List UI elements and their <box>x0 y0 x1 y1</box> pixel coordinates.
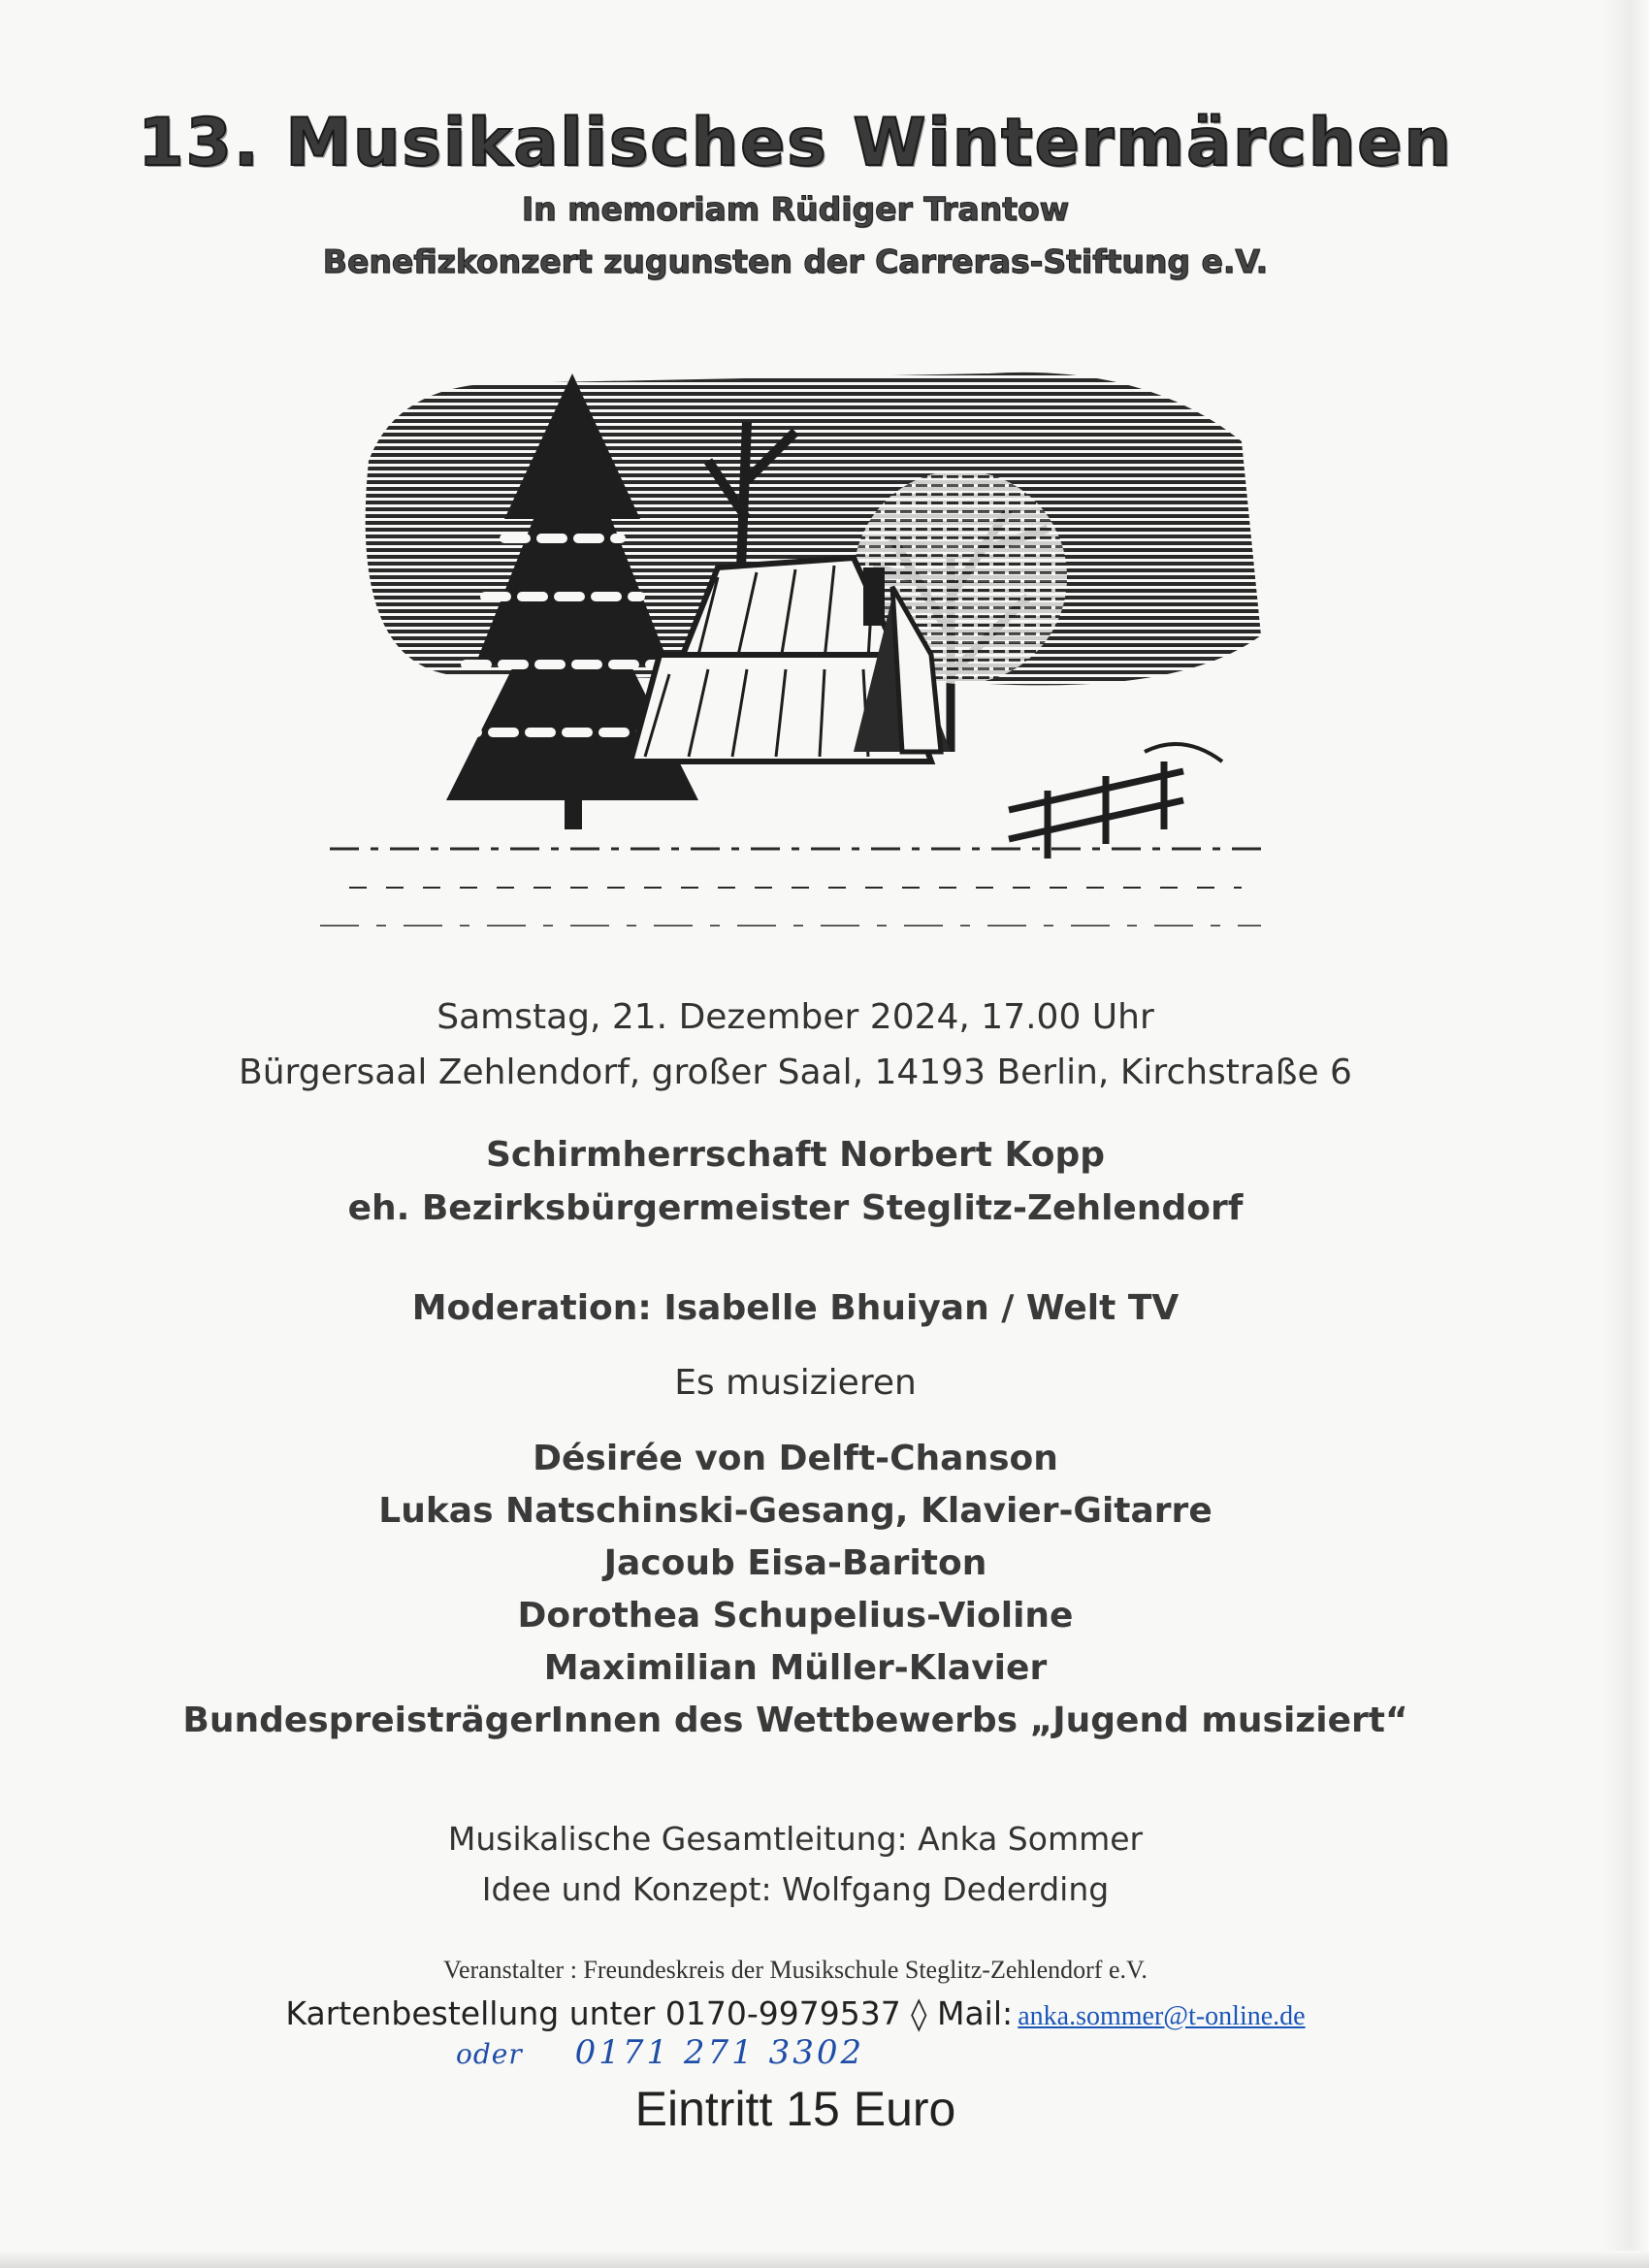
patronage-line: Schirmherrschaft Norbert Kopp <box>486 1135 1105 1175</box>
admission-price: Eintritt 15 Euro <box>634 2082 956 2136</box>
music-direction: Musikalische Gesamtleitung: Anka Sommer <box>447 1820 1144 1858</box>
ticket-order-label: Kartenbestellung unter 0170-9979537 ◊ Mail: <box>285 1994 1014 2032</box>
organizer: Veranstalter : Freundeskreis der Musikschule Steglitz-Zehlendorf e.V. <box>443 1956 1148 1984</box>
performer-item: Jacoub Eisa-Bariton <box>603 1543 987 1583</box>
performer-item: Maximilian Müller-Klavier <box>543 1648 1048 1688</box>
performer-item: BundespreisträgerInnen des Wettbewerbs „Jugend musiziert“ <box>182 1701 1408 1740</box>
concept-credit: Idee und Konzept: Wolfgang Dederding <box>481 1870 1110 1908</box>
email-link[interactable]: anka.sommer@t-online.de <box>1018 2001 1306 2031</box>
performer-item: Dorothea Schupelius-Violine <box>517 1596 1074 1636</box>
event-date: Samstag, 21. Dezember 2024, 17.00 Uhr <box>436 997 1154 1037</box>
handwritten-alt-phone <box>456 2033 864 2072</box>
scan-bottom-edge <box>0 2251 1649 2268</box>
handwritten-phone: 0171 271 3302 <box>574 2033 865 2072</box>
performer-item: Désirée von Delft-Chanson <box>533 1439 1058 1478</box>
winter-cottage-illustration <box>310 344 1280 926</box>
memoriam-subtitle: In memoriam Rüdiger Trantow <box>521 190 1070 228</box>
performers-intro: Es musizieren <box>674 1363 917 1403</box>
moderation: Moderation: Isabelle Bhuiyan / Welt TV <box>411 1288 1180 1328</box>
flyer-title: 13. Musikalisches Wintermärchen <box>138 105 1453 181</box>
performer-item: Lukas Natschinski-Gesang, Klavier-Gitarre <box>378 1491 1212 1531</box>
event-venue: Bürgersaal Zehlendorf, großer Saal, 14193 Berlin, Kirchstraße 6 <box>239 1053 1352 1092</box>
benefit-subtitle: Benefizkonzert zugunsten der Carreras-Stiftung e.V. <box>322 243 1269 280</box>
patronage-title: eh. Bezirksbürgermeister Steglitz-Zehlendorf <box>347 1188 1244 1228</box>
handwritten-oder: oder <box>456 2038 523 2070</box>
scan-edge <box>1602 0 1649 2268</box>
ticket-line <box>0 1994 1591 2032</box>
